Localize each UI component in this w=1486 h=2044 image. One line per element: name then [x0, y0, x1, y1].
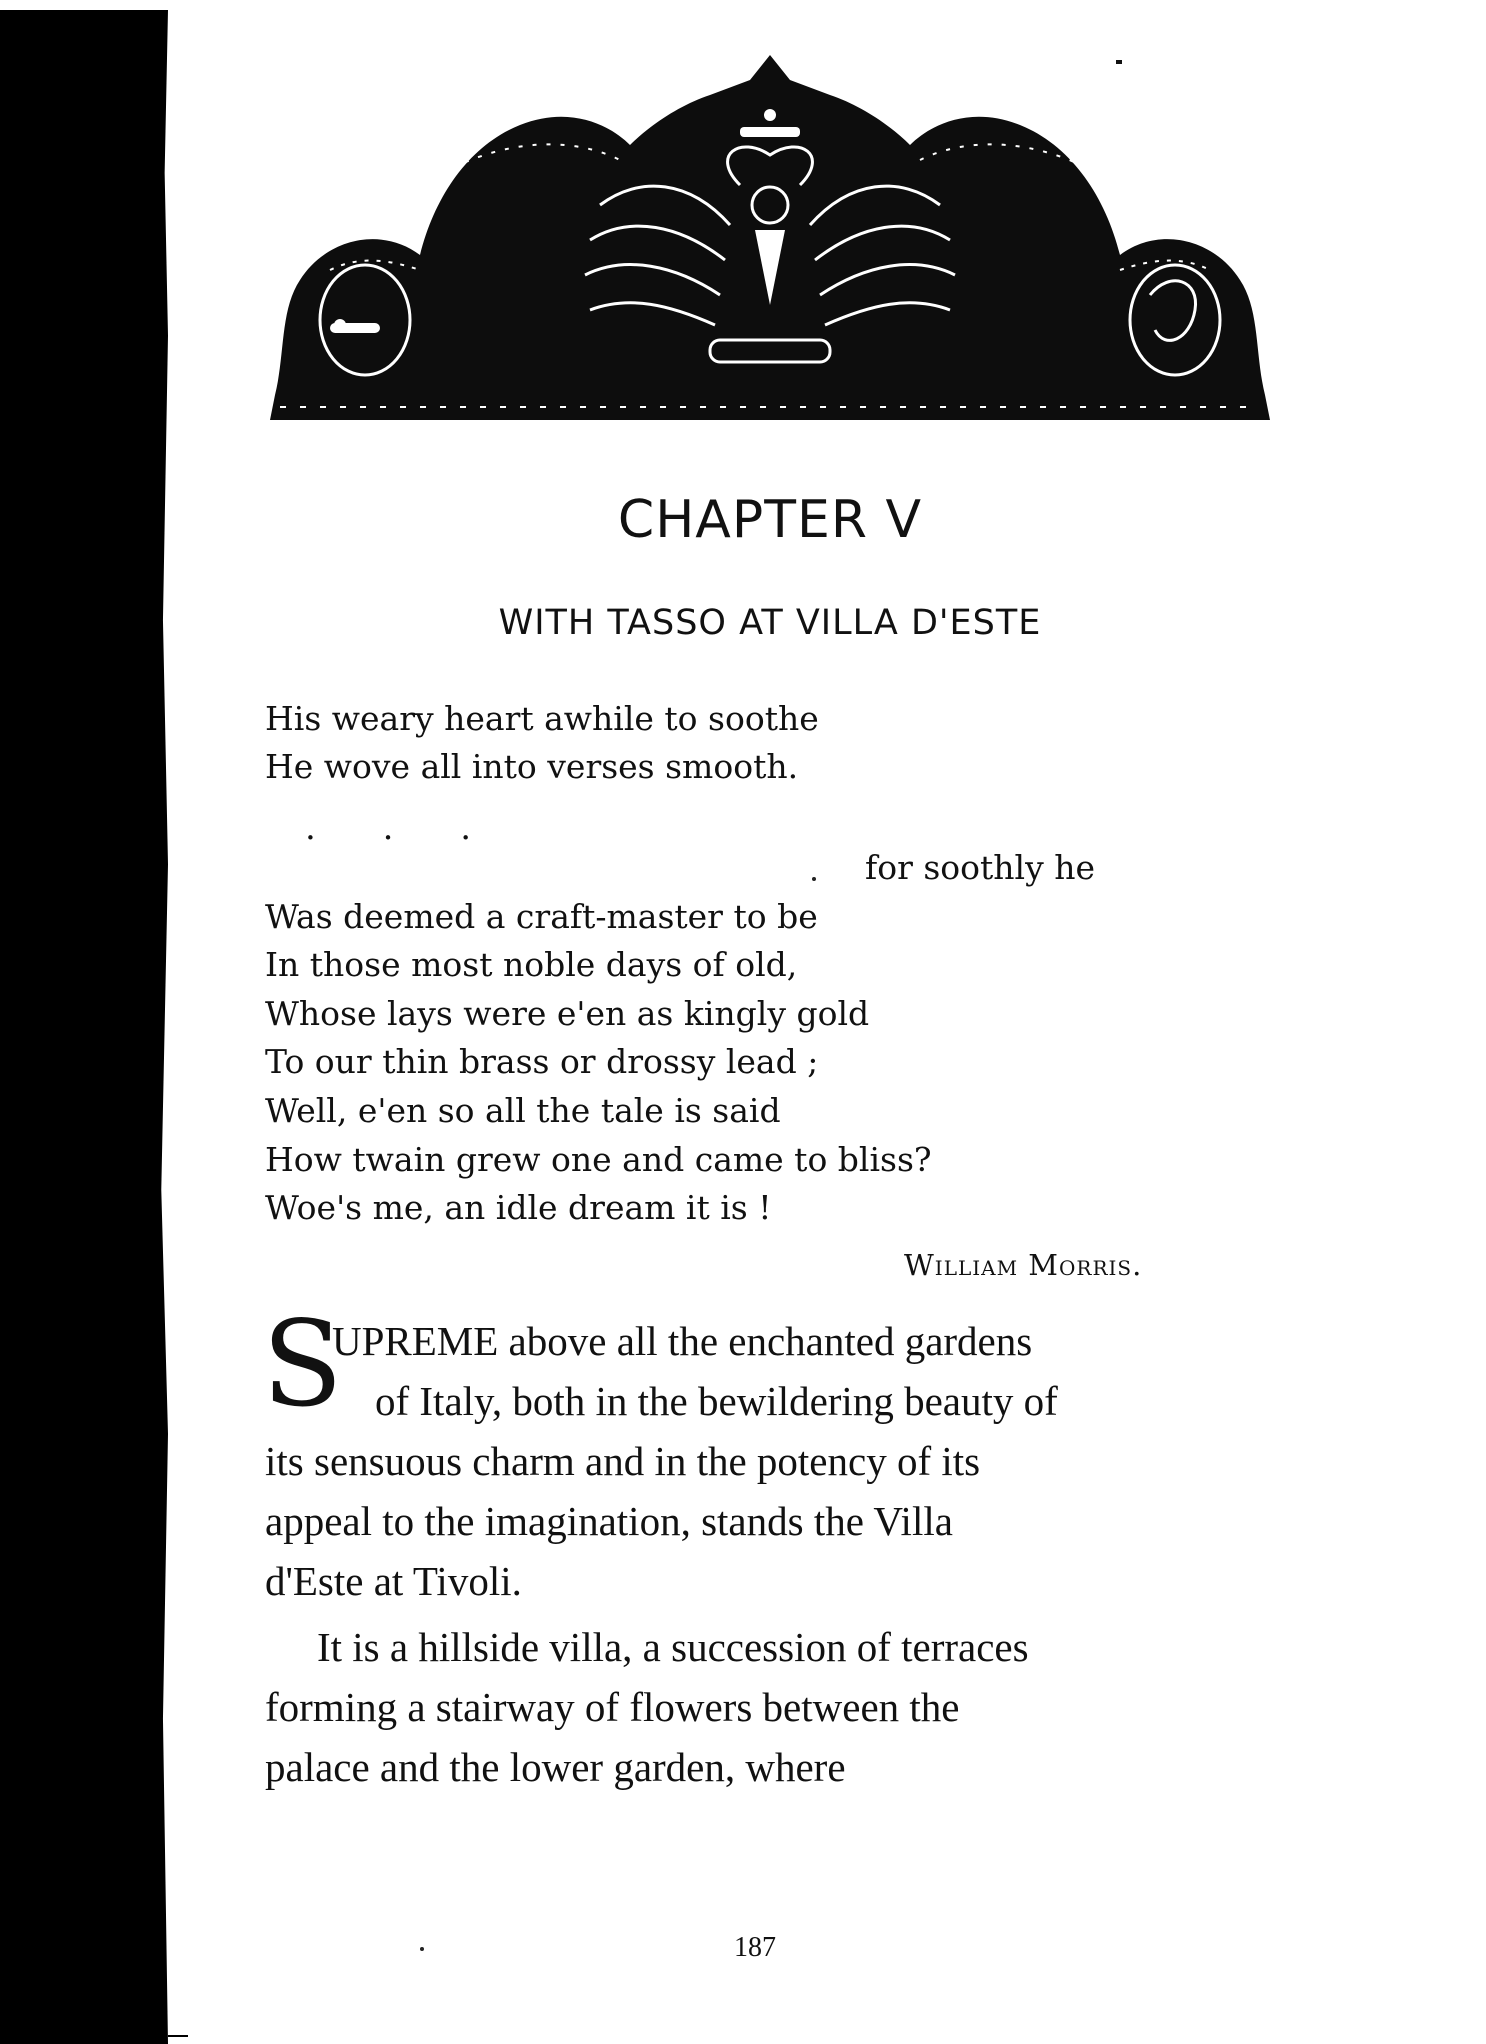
paragraph-line: appeal to the imagination, stands the Villa	[265, 1498, 953, 1544]
paragraph-line: its sensuous charm and in the potency of its	[265, 1438, 981, 1484]
page-number: 187	[734, 1932, 776, 1963]
paragraph-line	[332, 1311, 1262, 1371]
epigraph-line: Woe's me, an idle dream it is !	[265, 1188, 772, 1227]
paragraph-line: of Italy, both in the bewildering beauty of	[375, 1378, 1058, 1424]
epigraph-line: To our thin brass or drossy lead ;	[265, 1042, 819, 1081]
epigraph-line: He wove all into verses smooth.	[265, 747, 799, 786]
paragraph-line-text: UPREME above all the enchanted gardens	[332, 1318, 1033, 1364]
epigraph-line: In those most noble days of old,	[265, 945, 798, 984]
epigraph-line: Was deemed a craft-master to be	[265, 897, 818, 936]
paragraph-line: It is a hillside villa, a succession of terraces	[317, 1624, 1029, 1670]
heraldic-eagle-headpiece-ornament	[270, 55, 1270, 425]
epigraph-ellipsis: . . .	[305, 808, 500, 848]
stray-dot	[420, 1947, 424, 1951]
scan-shadow-edge	[0, 10, 168, 2044]
epigraph-line: Whose lays were e'en as kingly gold	[265, 994, 870, 1033]
chapter-title: CHAPTER V	[617, 490, 923, 550]
epigraph-line: How twain grew one and came to bliss?	[265, 1140, 932, 1179]
paragraph-line: palace and the lower garden, where	[265, 1744, 846, 1790]
epigraph-line: Well, e'en so all the tale is said	[265, 1091, 781, 1130]
stray-dot	[812, 877, 816, 881]
scan-edge-mark	[168, 2035, 188, 2037]
chapter-subtitle: WITH TASSO AT VILLA D'ESTE	[498, 603, 1042, 643]
epigraph-attribution: William Morris.	[904, 1248, 1143, 1282]
drop-cap: S	[262, 1295, 343, 1433]
epigraph-indented-line: for soothly he	[865, 848, 1096, 887]
paragraph-line: forming a stairway of flowers between the	[265, 1684, 960, 1730]
epigraph-line: His weary heart awhile to soothe	[265, 699, 819, 738]
paragraph-line: d'Este at Tivoli.	[265, 1558, 522, 1604]
